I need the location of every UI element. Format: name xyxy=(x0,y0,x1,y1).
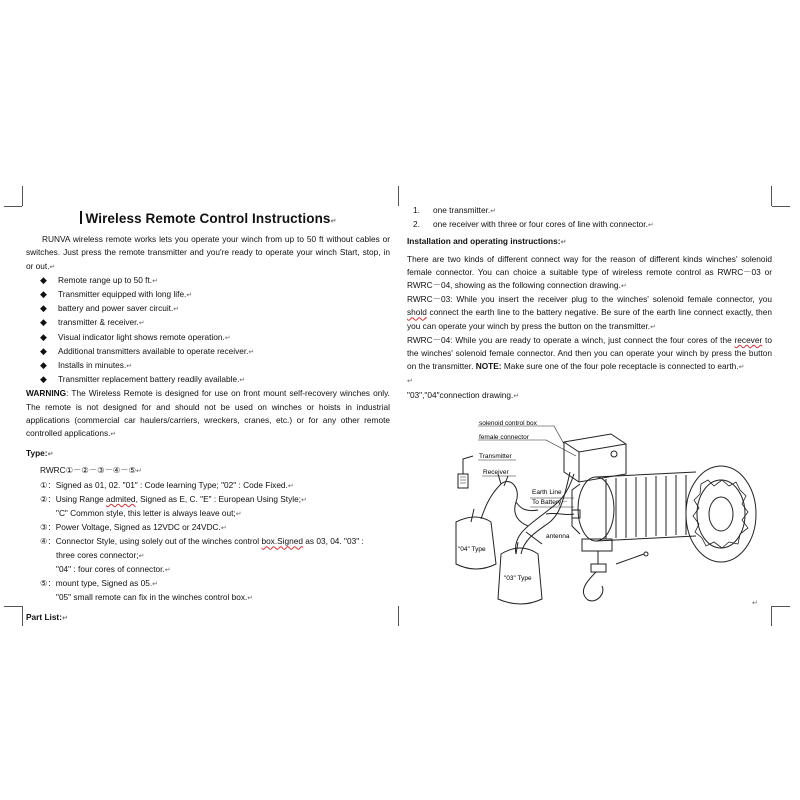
part-list xyxy=(407,204,772,232)
connection-drawing xyxy=(446,414,776,609)
crop-mark-bottom-left-v xyxy=(22,606,23,626)
diamond-bullet-icon: ◆ xyxy=(40,289,47,300)
label-04-type: "04" Type xyxy=(458,546,486,553)
list-item: 1. one transmitter.↵ xyxy=(413,205,497,215)
feature-list xyxy=(26,274,390,388)
install-paragraph-2: RWRC－03: While you insert the receiver plug to the winches' solenoid female connector, you shold connect the earth line to the battery negative. Be sure of the earth line connect exactly, then you can operate your winch by press the button on the transmitter.↵ xyxy=(407,294,772,331)
list-item: 2. one receiver with three or four cores of line with connector.↵ xyxy=(413,219,654,230)
label-03-type: "03" Type xyxy=(504,575,532,582)
page-end-mark: ↵ xyxy=(752,600,758,607)
crop-mark-top-left-h xyxy=(4,206,22,207)
list-item: ◆ battery and power saver circuit.↵ xyxy=(40,302,390,316)
type-item-1: ①：Signed as 01, 02. "01" : Code learning Type; "02" : Code Fixed.↵ xyxy=(40,479,294,490)
blank-paragraph: ↵ xyxy=(407,378,413,386)
drawing-caption: "03","04"connection drawing.↵ xyxy=(407,389,520,400)
title-bar xyxy=(80,211,82,224)
type-item-4: ④：Connector Style, using solely out of the winches control box.Signed as 03, 04. "03" : xyxy=(40,536,364,547)
list-item: ◆ Visual indicator light shows remote operation.↵ xyxy=(40,331,390,345)
list-item: ◆ transmitter & receiver.↵ xyxy=(40,316,390,330)
label-receiver: Receiver xyxy=(483,469,509,476)
label-earth-line: Earth Line xyxy=(532,489,562,496)
crop-mark-top-center-v xyxy=(398,186,399,206)
type-item-5-sub: "05" small remote can fix in the winches control box.↵ xyxy=(56,592,254,603)
diamond-bullet-icon: ◆ xyxy=(40,345,47,356)
transmitter-icon xyxy=(458,456,473,488)
diamond-bullet-icon: ◆ xyxy=(40,360,47,371)
crop-mark-top-right-h xyxy=(772,206,790,207)
page-title: Wireless Remote Control Instructions↵ xyxy=(26,211,390,228)
type-item-4-sub1: three cores connector;↵ xyxy=(56,549,145,560)
crop-mark-top-right-v xyxy=(771,186,772,206)
list-item: ◆ Remote range up to 50 ft.↵ xyxy=(40,274,390,288)
type-code: RWRC①－②－③－④－⑤↵ xyxy=(40,465,142,476)
type-item-2-sub: "C" Common style, this letter is always leave out;↵ xyxy=(56,508,242,519)
winch-drum xyxy=(572,472,696,551)
crop-mark-top-left-v xyxy=(22,186,23,206)
crop-mark-bottom-right-v xyxy=(771,606,772,626)
list-item: ◆ Transmitter equipped with long life.↵ xyxy=(40,288,390,302)
warning-paragraph: WARNING: The Wireless Remote is designed for use on front mount self-recovery winches only. The remote is not designed for and should not be used on winches or hoists in industrial applications (commercial car haulers/carriers, wreckers, cranes, etc.) or for any other remote controlled applications.↵ xyxy=(26,388,390,439)
type-item-3: ③：Power Voltage, Signed as 12VDC or 24VDC.↵ xyxy=(40,522,227,533)
diamond-bullet-icon: ◆ xyxy=(40,331,47,342)
install-heading: Installation and operating instructions:↵ xyxy=(407,236,567,247)
list-item: ◆ Additional transmitters available to operate receiver.↵ xyxy=(40,345,390,359)
label-to-battery: To Battery－ xyxy=(532,499,568,506)
list-item: ◆ Installs in minutes.↵ xyxy=(40,359,390,373)
label-solenoid: solenoid control box xyxy=(479,420,537,427)
crop-mark-bottom-left-h xyxy=(4,606,22,607)
list-item: ◆ Transmitter replacement battery readily available.↵ xyxy=(40,373,390,387)
label-antenna: antenna xyxy=(546,533,570,540)
diamond-bullet-icon: ◆ xyxy=(40,317,47,328)
type-heading: Type:↵ xyxy=(26,448,54,459)
diamond-bullet-icon: ◆ xyxy=(40,303,47,314)
part-list-heading: Part List:↵ xyxy=(26,612,68,623)
label-female-connector: female connector xyxy=(479,434,529,441)
receiver-wires xyxy=(481,472,580,554)
crop-mark-bottom-center-v xyxy=(398,606,399,626)
type-03-box xyxy=(498,542,542,604)
install-paragraph-1: There are two kinds of different connect way for the reason of different kinds winches' solenoid female connector. You can choice a suitable type of wireless remote control as RWRC－03 or RWRC－04, showing as the following connection drawing.↵ xyxy=(407,253,772,291)
type-04-box xyxy=(456,509,496,569)
right-column xyxy=(407,204,772,403)
install-paragraph-3: RWRC－04: While you are ready to operate a winch, just connect the four cores of the recever to the winches' solenoid female connector. And then you can operate your winch by press the button on the transmitter. NOTE: Make sure one of the four pole receptacle is connected to earth.↵ xyxy=(407,334,772,372)
gear-housing xyxy=(686,466,756,562)
type-item-4-sub2: "04" : four cores of connector.↵ xyxy=(56,563,171,574)
left-column xyxy=(26,208,390,626)
diamond-bullet-icon: ◆ xyxy=(40,374,47,385)
label-transmitter: Transmitter xyxy=(479,453,512,460)
type-item-2: ②：Using Range admited, Signed as E, C. "E" : European Using Style;↵ xyxy=(40,493,307,504)
type-item-5: ⑤：mount type, Signed as 05.↵ xyxy=(40,578,159,589)
diamond-bullet-icon: ◆ xyxy=(40,274,47,285)
intro-paragraph: RUNVA wireless remote works lets you operate your winch from up to 50 ft without cables or switches. Just press the remote transmitter and you're ready to operate your winch Start, stop, in or out.↵ xyxy=(26,234,390,271)
hook-icon xyxy=(583,551,648,601)
